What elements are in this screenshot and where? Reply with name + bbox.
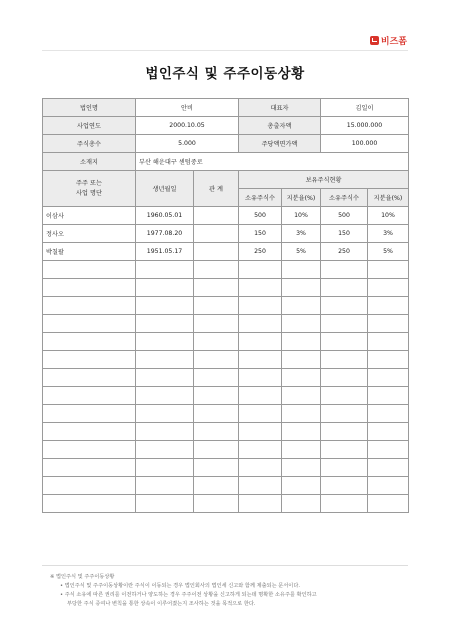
logo-text: 비즈폼 <box>380 37 407 47</box>
empty-cell <box>194 315 239 333</box>
empty-cell <box>368 405 409 423</box>
empty-cell <box>321 477 368 495</box>
holder-ratio-a: 10% <box>282 207 321 225</box>
header-divider <box>42 50 408 51</box>
empty-cell <box>136 459 194 477</box>
address-label: 소재지 <box>43 153 136 171</box>
notes-line: • 법인주식 및 주주이동상황이란 주식이 이동되는 경우 법인회사의 법인세 신고와 함께 제출되는 문서이다. <box>60 583 300 589</box>
ratio-a-header: 지분율(%) <box>282 189 321 207</box>
empty-cell <box>194 423 239 441</box>
empty-cell <box>194 351 239 369</box>
empty-row <box>43 441 409 459</box>
empty-cell <box>43 333 136 351</box>
empty-cell <box>368 459 409 477</box>
empty-cell <box>239 477 282 495</box>
empty-cell <box>368 333 409 351</box>
empty-cell <box>136 405 194 423</box>
empty-cell <box>194 441 239 459</box>
shareholder-table <box>42 98 409 513</box>
logo-icon <box>370 36 379 45</box>
holder-ratio-b: 5% <box>368 243 409 261</box>
empty-cell <box>368 423 409 441</box>
empty-cell <box>43 315 136 333</box>
holder-relation <box>194 225 239 243</box>
empty-cell <box>321 495 368 513</box>
holder-shares-a: 150 <box>239 225 282 243</box>
empty-cell <box>321 261 368 279</box>
empty-row <box>43 297 409 315</box>
empty-cell <box>282 477 321 495</box>
empty-row <box>43 333 409 351</box>
holder-shares-b: 250 <box>321 243 368 261</box>
empty-row <box>43 405 409 423</box>
birth-header: 생년월일 <box>136 171 194 207</box>
empty-row <box>43 261 409 279</box>
holder-ratio-a: 5% <box>282 243 321 261</box>
empty-cell <box>136 279 194 297</box>
empty-cell <box>282 261 321 279</box>
year-label: 사업연도 <box>43 117 136 135</box>
shares-a-header: 소유주식수 <box>239 189 282 207</box>
empty-cell <box>321 369 368 387</box>
empty-cell <box>239 423 282 441</box>
empty-cell <box>282 351 321 369</box>
shares-label: 주식총수 <box>43 135 136 153</box>
empty-cell <box>43 423 136 441</box>
corp-name-value: 안비 <box>136 99 239 117</box>
table-row <box>43 243 409 261</box>
holder-name: 박칠팔 <box>43 243 136 261</box>
empty-cell <box>43 387 136 405</box>
shares-value: 5.000 <box>136 135 239 153</box>
notes-heading: ※ 법인주식 및 주주이동상황 <box>50 574 115 580</box>
empty-cell <box>43 279 136 297</box>
empty-cell <box>239 261 282 279</box>
ceo-label: 대표자 <box>239 99 321 117</box>
empty-cell <box>368 261 409 279</box>
empty-cell <box>368 387 409 405</box>
notes-section <box>50 573 406 609</box>
empty-row <box>43 315 409 333</box>
empty-cell <box>239 459 282 477</box>
holdings-header: 보유주식현황 <box>239 171 409 189</box>
empty-row <box>43 423 409 441</box>
info-row-1 <box>43 99 409 117</box>
empty-cell <box>136 261 194 279</box>
empty-cell <box>239 387 282 405</box>
holder-name: 이삼사 <box>43 207 136 225</box>
ratio-b-header: 지분율(%) <box>368 189 409 207</box>
holder-name: 정사오 <box>43 225 136 243</box>
empty-cell <box>194 297 239 315</box>
empty-cell <box>282 297 321 315</box>
empty-cell <box>194 477 239 495</box>
empty-cell <box>282 387 321 405</box>
empty-cell <box>282 423 321 441</box>
empty-cell <box>194 261 239 279</box>
address-value: 부산 해운대구 센텀중로 <box>136 153 409 171</box>
holder-ratio-b: 3% <box>368 225 409 243</box>
relation-header: 관 계 <box>194 171 239 207</box>
header-row-1 <box>43 171 409 189</box>
empty-cell <box>194 387 239 405</box>
empty-cell <box>282 369 321 387</box>
footer-divider <box>42 565 408 566</box>
empty-cell <box>239 405 282 423</box>
empty-cell <box>368 297 409 315</box>
empty-cell <box>43 459 136 477</box>
holder-ratio-a: 3% <box>282 225 321 243</box>
empty-cell <box>43 351 136 369</box>
holder-shares-a: 500 <box>239 207 282 225</box>
empty-cell <box>321 297 368 315</box>
empty-cell <box>194 405 239 423</box>
empty-cell <box>368 477 409 495</box>
bizforms-logo <box>370 34 407 47</box>
info-row-2 <box>43 117 409 135</box>
empty-cell <box>321 387 368 405</box>
shares-b-header: 소유주식수 <box>321 189 368 207</box>
empty-row <box>43 477 409 495</box>
empty-row <box>43 351 409 369</box>
table-row <box>43 207 409 225</box>
info-row-4 <box>43 153 409 171</box>
empty-cell <box>239 369 282 387</box>
empty-cell <box>194 279 239 297</box>
empty-cell <box>321 315 368 333</box>
empty-cell <box>43 369 136 387</box>
empty-cell <box>368 315 409 333</box>
empty-cell <box>282 405 321 423</box>
holder-ratio-b: 10% <box>368 207 409 225</box>
empty-cell <box>368 279 409 297</box>
empty-cell <box>136 351 194 369</box>
empty-row <box>43 495 409 513</box>
empty-cell <box>194 369 239 387</box>
holder-relation <box>194 207 239 225</box>
year-value: 2000.10.05 <box>136 117 239 135</box>
empty-cell <box>239 351 282 369</box>
holder-shares-b: 150 <box>321 225 368 243</box>
empty-cell <box>282 495 321 513</box>
empty-cell <box>321 423 368 441</box>
empty-cell <box>239 495 282 513</box>
capital-value: 15.000.000 <box>321 117 409 135</box>
notes-line: 부당한 주식 증여나 변칙을 통한 상속이 이루어졌는지 조사하는 것을 목적으로 한다. <box>67 601 256 607</box>
empty-cell <box>136 369 194 387</box>
notes-line: • 주식 소유에 따른 권리를 이전하거나 양도하는 경우 주주이전 상황을 신고하게 되는데 명확한 소유주를 확인하고 <box>60 592 317 598</box>
par-value: 100.000 <box>321 135 409 153</box>
empty-cell <box>321 405 368 423</box>
ceo-value: 김일이 <box>321 99 409 117</box>
empty-cell <box>282 459 321 477</box>
empty-cell <box>136 297 194 315</box>
empty-cell <box>368 495 409 513</box>
empty-cell <box>136 387 194 405</box>
info-row-3 <box>43 135 409 153</box>
empty-cell <box>282 441 321 459</box>
empty-cell <box>43 297 136 315</box>
empty-cell <box>321 459 368 477</box>
empty-cell <box>43 441 136 459</box>
empty-cell <box>368 351 409 369</box>
table-row <box>43 225 409 243</box>
empty-cell <box>321 279 368 297</box>
holder-birth: 1951.05.17 <box>136 243 194 261</box>
empty-cell <box>194 333 239 351</box>
empty-cell <box>136 423 194 441</box>
empty-cell <box>43 405 136 423</box>
holder-header: 주주 또는 사업 명단 <box>43 171 136 207</box>
empty-cell <box>136 315 194 333</box>
empty-row <box>43 369 409 387</box>
empty-cell <box>282 333 321 351</box>
empty-cell <box>368 369 409 387</box>
holder-birth: 1960.05.01 <box>136 207 194 225</box>
empty-cell <box>239 279 282 297</box>
document-title: 법인주식 및 주주이동상황 <box>145 66 305 82</box>
empty-cell <box>239 297 282 315</box>
holder-relation <box>194 243 239 261</box>
empty-cell <box>321 441 368 459</box>
empty-row <box>43 459 409 477</box>
empty-cell <box>136 495 194 513</box>
capital-label: 총출자액 <box>239 117 321 135</box>
empty-cell <box>43 495 136 513</box>
empty-cell <box>43 261 136 279</box>
empty-cell <box>282 279 321 297</box>
empty-cell <box>194 459 239 477</box>
empty-cell <box>136 477 194 495</box>
empty-cell <box>194 495 239 513</box>
empty-cell <box>239 441 282 459</box>
corp-name-label: 법인명 <box>43 99 136 117</box>
empty-cell <box>368 441 409 459</box>
holder-birth: 1977.08.20 <box>136 225 194 243</box>
empty-cell <box>136 333 194 351</box>
empty-cell <box>239 333 282 351</box>
empty-cell <box>321 333 368 351</box>
empty-cell <box>239 315 282 333</box>
empty-cell <box>43 477 136 495</box>
empty-row <box>43 279 409 297</box>
empty-cell <box>321 351 368 369</box>
holder-shares-b: 500 <box>321 207 368 225</box>
holder-shares-a: 250 <box>239 243 282 261</box>
empty-cell <box>136 441 194 459</box>
empty-row <box>43 387 409 405</box>
empty-cell <box>282 315 321 333</box>
par-label: 주당액면가액 <box>239 135 321 153</box>
